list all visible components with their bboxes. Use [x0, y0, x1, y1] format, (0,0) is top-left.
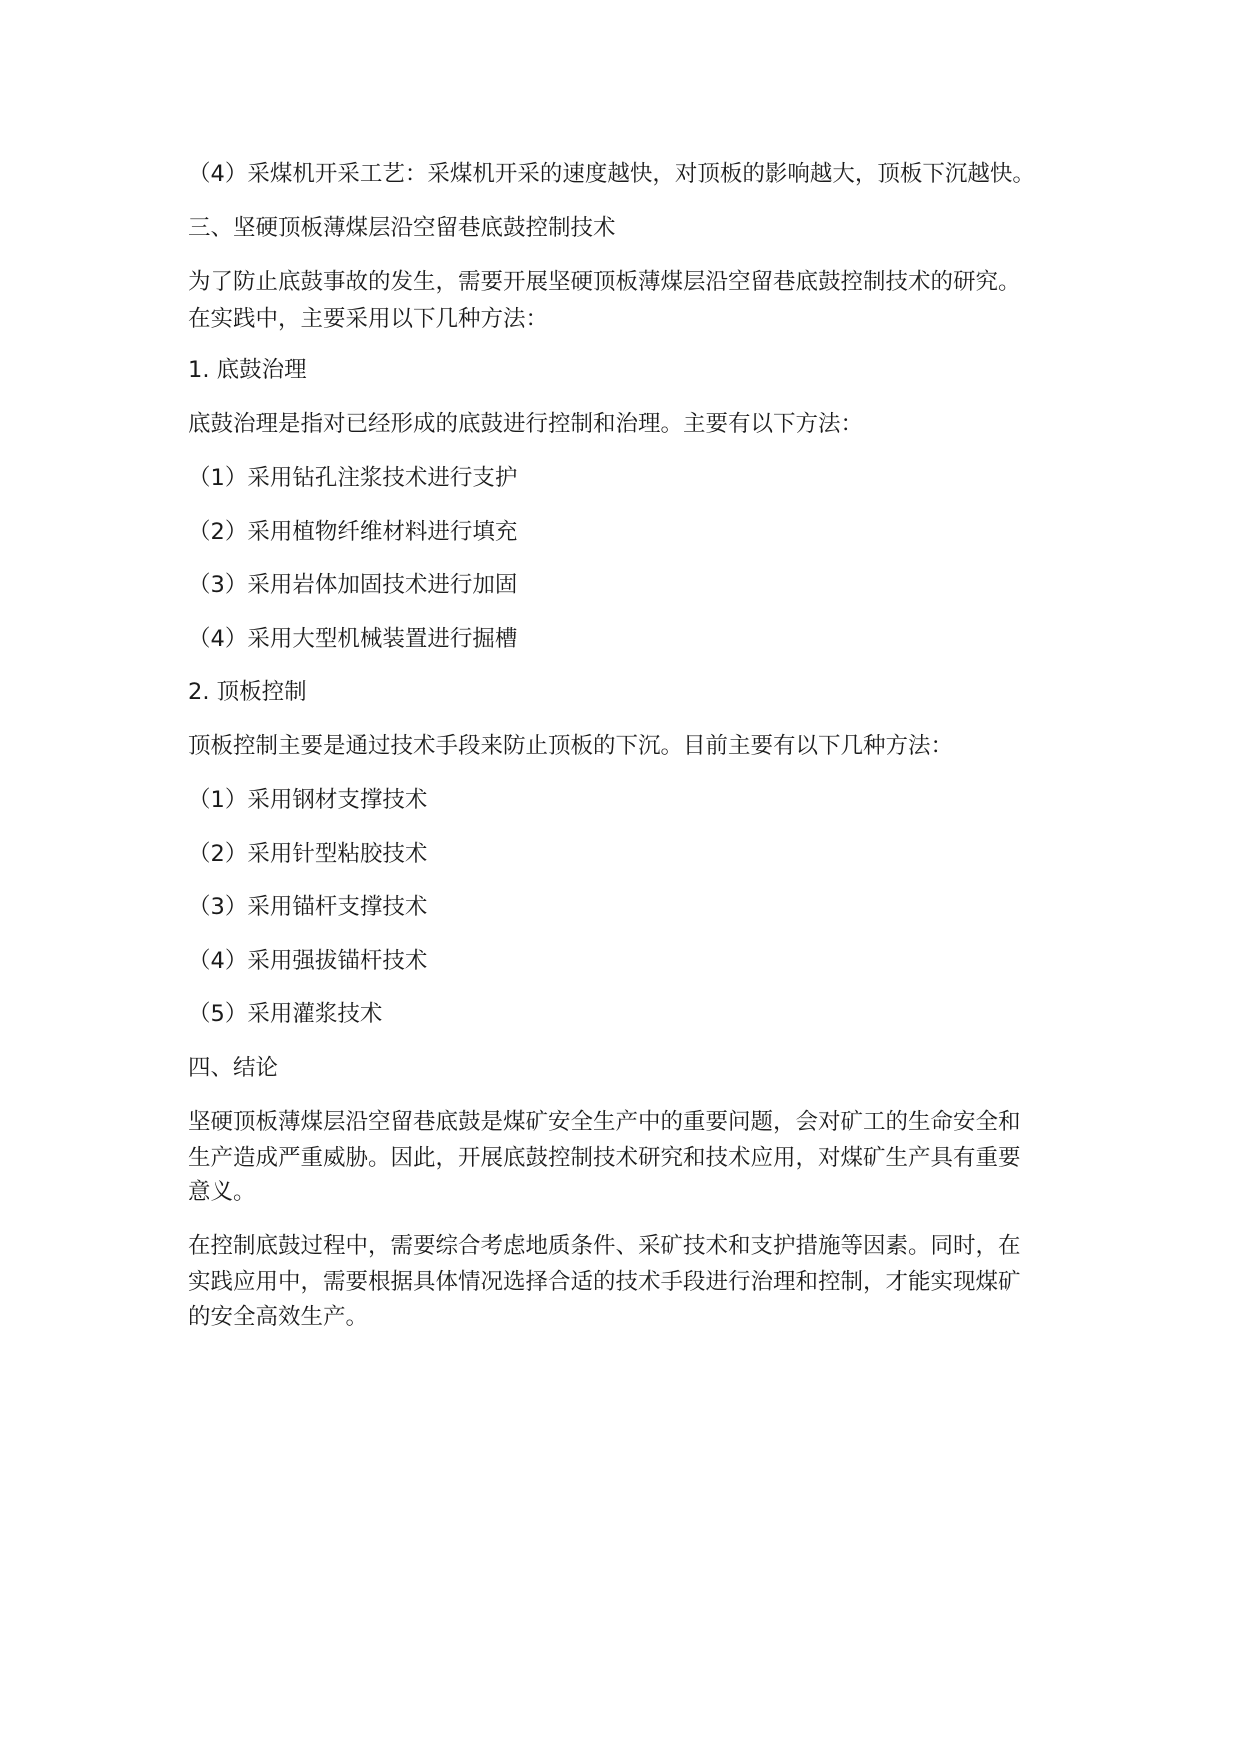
- subheading-2: 2. 顶板控制: [188, 679, 307, 705]
- paragraph-line: 在实践中，主要采用以下几种方法：: [188, 306, 549, 332]
- list-item: （4）采用大型机械装置进行掘槽: [188, 626, 518, 652]
- list-item: （3）采用锚杆支撑技术: [188, 894, 428, 920]
- paragraph-line: 生产造成严重威胁。因此，开展底鼓控制技术研究和技术应用，对煤矿生产具有重要: [188, 1145, 1021, 1171]
- list-item: （1）采用钢材支撑技术: [188, 787, 428, 813]
- list-item-method-4-shearer: （4）采煤机开采工艺：采煤机开采的速度越快，对顶板的影响越大，顶板下沉越快。: [188, 161, 1035, 187]
- subheading-1: 1. 底鼓治理: [188, 357, 307, 383]
- paragraph-line: 顶板控制主要是通过技术手段来防止顶板的下沉。目前主要有以下几种方法：: [188, 733, 954, 759]
- paragraph-line: 为了防止底鼓事故的发生，需要开展坚硬顶板薄煤层沿空留巷底鼓控制技术的研究。: [188, 269, 1021, 295]
- list-item: （2）采用针型粘胶技术: [188, 841, 428, 867]
- list-item: （3）采用岩体加固技术进行加固: [188, 572, 518, 598]
- paragraph-line: 实践应用中，需要根据具体情况选择合适的技术手段进行治理和控制，才能实现煤矿: [188, 1269, 1021, 1295]
- paragraph-line: 在控制底鼓过程中，需要综合考虑地质条件、采矿技术和支护措施等因素。同时，在: [188, 1233, 1021, 1259]
- paragraph-line: 的安全高效生产。: [188, 1304, 369, 1330]
- paragraph-line: 坚硬顶板薄煤层沿空留巷底鼓是煤矿安全生产中的重要问题，会对矿工的生命安全和: [188, 1109, 1021, 1135]
- list-item: （1）采用钻孔注浆技术进行支护: [188, 465, 518, 491]
- list-item: （5）采用灌浆技术: [188, 1001, 383, 1027]
- list-item: （2）采用植物纤维材料进行填充: [188, 519, 518, 545]
- section-heading-4: 四、结论: [188, 1055, 279, 1081]
- paragraph-line: 底鼓治理是指对已经形成的底鼓进行控制和治理。主要有以下方法：: [188, 411, 864, 437]
- list-item: （4）采用强拔锚杆技术: [188, 948, 428, 974]
- section-heading-3: 三、坚硬顶板薄煤层沿空留巷底鼓控制技术: [188, 215, 616, 241]
- paragraph-line: 意义。: [188, 1179, 256, 1205]
